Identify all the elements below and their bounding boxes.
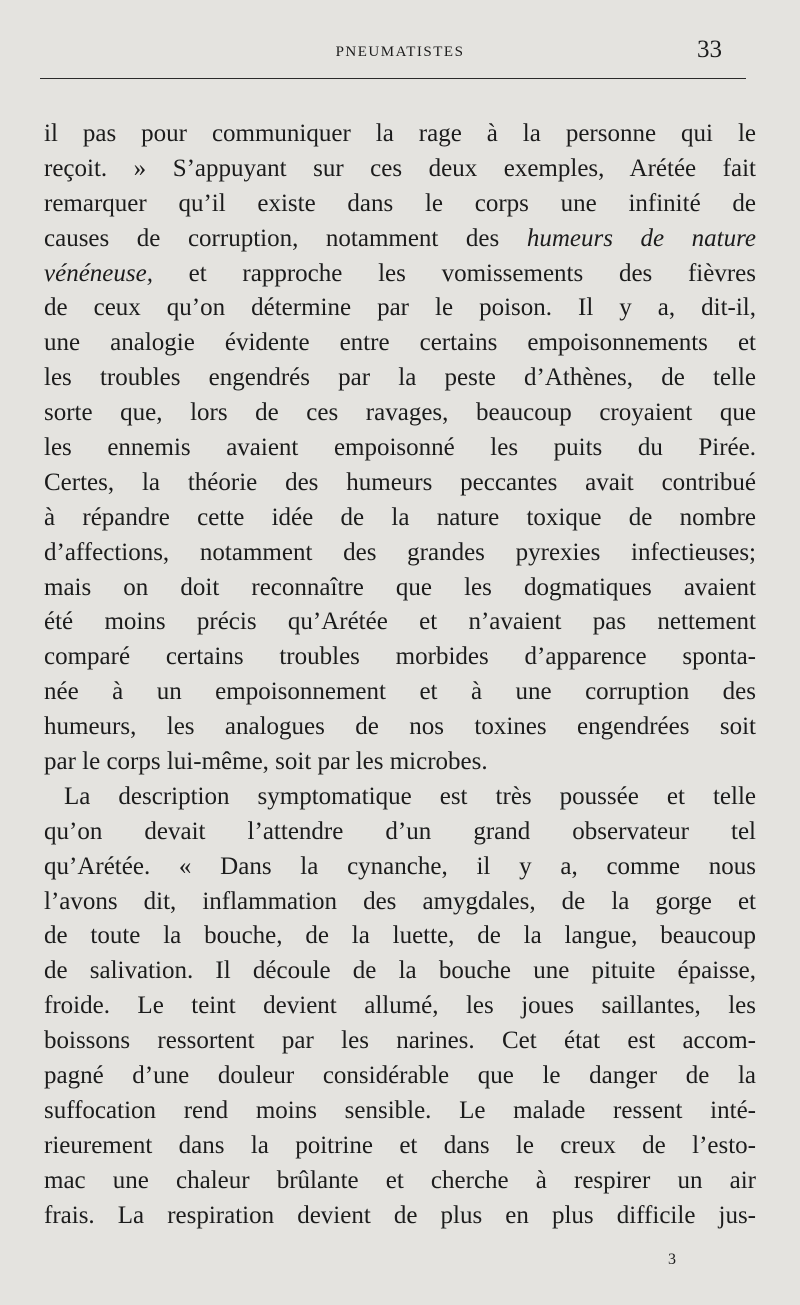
text-line: l’avons dit, inflammation des amygdales, de la gorge et bbox=[44, 887, 756, 915]
text-line: humeurs, les analogues de nos toxines engendrées soit bbox=[44, 713, 756, 741]
text-line bbox=[44, 257, 756, 292]
text-line: qu’Arétée. « Dans la cynanche, il y a, comme nous bbox=[44, 852, 756, 880]
text-line: rieurement dans la poitrine et dans le creux de l’esto- bbox=[44, 1131, 756, 1159]
text-line: suffocation rend moins sensible. Le malade ressent inté- bbox=[44, 1096, 756, 1124]
text-line: qu’on devait l’attendre d’un grand observateur tel bbox=[44, 817, 756, 845]
text-line: de toute la bouche, de la luette, de la langue, beaucoup bbox=[44, 922, 756, 950]
text-line: comparé certains troubles morbides d’apparence sponta- bbox=[44, 643, 756, 671]
body-text bbox=[44, 117, 756, 1234]
text-line: pagné d’une douleur considérable que le danger de la bbox=[44, 1062, 756, 1090]
text-line: une analogie évidente entre certains empoisonnements et bbox=[44, 329, 756, 357]
text-line: été moins précis qu’Arétée et n’avaient pas nettement bbox=[44, 608, 756, 636]
text-line: il pas pour communiquer la rage à la personne qui le bbox=[44, 120, 756, 147]
text-line: née à un empoisonnement et à une corruption des bbox=[44, 678, 756, 706]
text-line: d’affections, notamment des grandes pyrexies infectieuses; bbox=[44, 538, 756, 566]
text-line: froide. Le teint devient allumé, les joues saillantes, les bbox=[44, 992, 756, 1020]
text-line: boissons ressortent par les narines. Cet état est accom- bbox=[44, 1027, 756, 1055]
text-line: de ceux qu’on détermine par le poison. Il y a, dit-il, bbox=[44, 294, 756, 322]
italic-phrase: humeurs de nature bbox=[526, 224, 756, 252]
text-line: frais. La respiration devient de plus en plus difficile jus- bbox=[44, 1201, 756, 1229]
text-line: Certes, la théorie des humeurs peccantes avait contribué bbox=[44, 468, 756, 496]
text-line: par le corps lui-même, soit par les microbes. bbox=[44, 748, 488, 776]
text-line: sorte que, lors de ces ravages, beaucoup croyaient que bbox=[44, 399, 756, 427]
text-line: à répandre cette idée de la nature toxique de nombre bbox=[44, 503, 756, 531]
page-number: 33 bbox=[697, 36, 722, 63]
text-line: de salivation. Il découle de la bouche une pituite épaisse, bbox=[44, 957, 756, 985]
text-segment: et rapproche les vomissements des fièvres bbox=[152, 259, 756, 287]
text-line: les troubles engendrés par la peste d’Athènes, de telle bbox=[44, 364, 756, 392]
header-rule bbox=[40, 78, 746, 79]
text-line: mais on doit reconnaître que les dogmatiques avaient bbox=[44, 573, 756, 601]
text-line: reçoit. » S’appuyant sur ces deux exemples, Arétée fait bbox=[44, 154, 756, 182]
text-line: mac une chaleur brûlante et cherche à respirer un air bbox=[44, 1166, 756, 1194]
italic-phrase: vénéneuse, bbox=[44, 259, 153, 287]
text-line: les ennemis avaient empoisonné les puits du Pirée. bbox=[44, 434, 756, 462]
text-line bbox=[44, 222, 756, 257]
running-title: PNEUMATISTES bbox=[335, 44, 465, 60]
running-head bbox=[0, 36, 800, 66]
text-line: remarquer qu’il existe dans le corps une infinité de bbox=[44, 189, 756, 217]
signature-mark: 3 bbox=[668, 1251, 676, 1268]
text-line: La description symptomatique est très poussée et telle bbox=[64, 782, 756, 810]
text-segment: causes de corruption, notamment des bbox=[44, 224, 527, 252]
